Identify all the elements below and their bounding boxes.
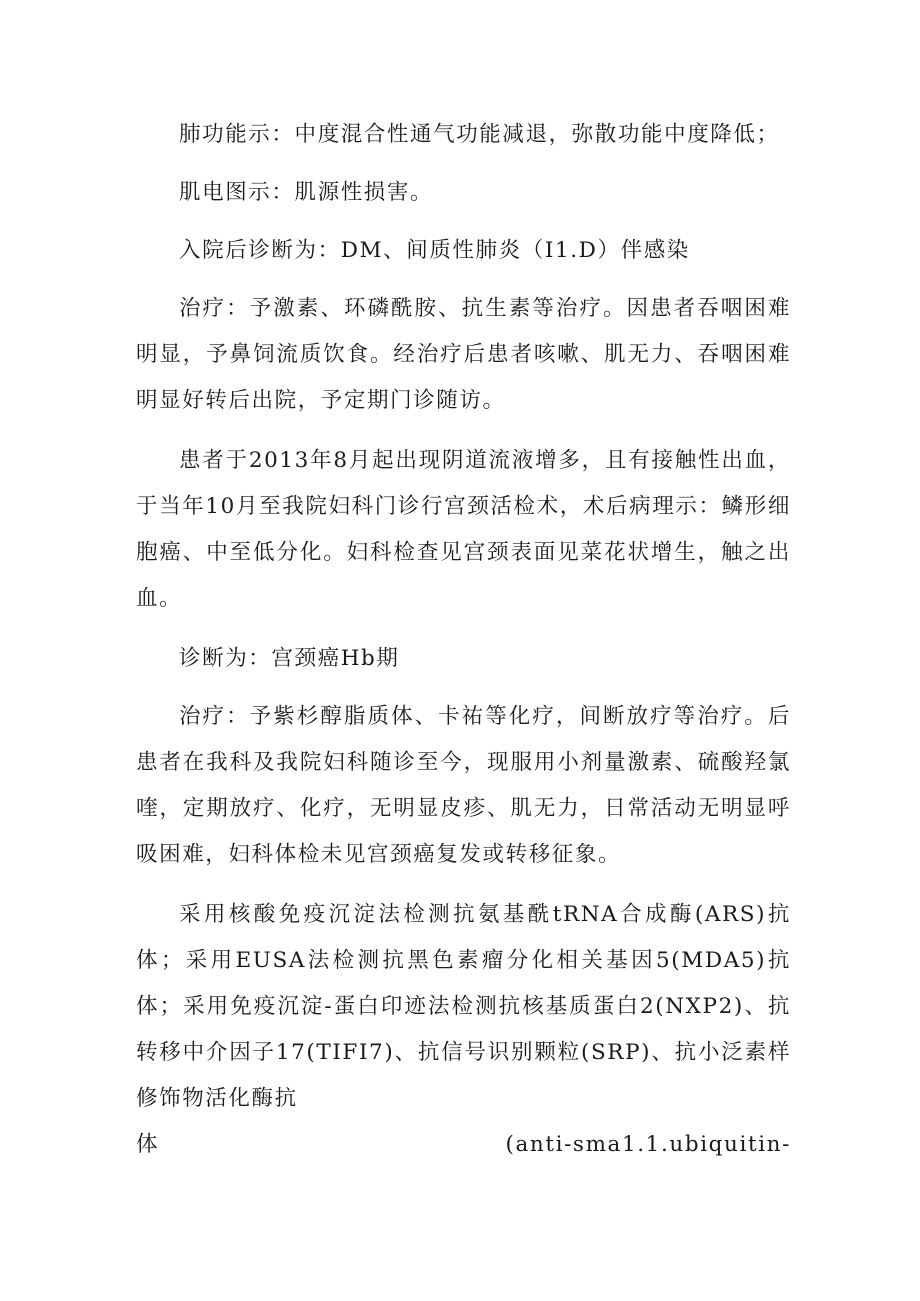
paragraph-admission-diagnosis: 入院后诊断为：DM、间质性肺炎（I1.D）伴感染 <box>179 238 690 263</box>
document-body <box>136 112 791 1168</box>
paragraph-antibody-methods: 采用核酸免疫沉淀法检测抗氨基酰tRNA合成酶(ARS)抗体；采用EUSA法检测抗黑色素瘤分化相关基因5(MDA5)抗体；采用免疫沉淀-蛋白印迹法检测抗核基质蛋白2(NXP2)、抗转移中介因子17(TIFI7)、抗信号识别颗粒(SRP)、抗小泛素样修饰物活化酶抗 <box>136 902 791 1111</box>
paragraph-treatment-1: 治疗：予激素、环磷酰胺、抗生素等治疗。因患者吞咽困难明显，予鼻饲流质饮食。经治疗后患者咳嗽、肌无力、吞咽困难明显好转后出院，予定期门诊随访。 <box>136 296 791 413</box>
paragraph-cervical-diagnosis: 诊断为：宫颈癌Hb期 <box>179 646 400 671</box>
paragraph-treatment-2: 治疗：予紫杉醇脂质体、卡祐等化疗，间断放疗等治疗。后患者在我科及我院妇科随诊至今，现服用小剂量激素、硫酸羟氯喹，定期放疗、化疗，无明显皮疹、肌无力，日常活动无明显呼吸困难，妇科体检未见宫颈癌复发或转移征象。 <box>136 704 791 867</box>
paragraph-cervical-history: 患者于2013年8月起出现阴道流液增多，且有接触性出血，于当年10月至我院妇科门诊行宫颈活检术，术后病理示：鳞形细胞癌、中至低分化。妇科检查见宫颈表面见菜花状增生，触之出血。 <box>136 448 791 611</box>
last-line-left: 体 <box>136 1132 160 1157</box>
paragraph-emg: 肌电图示：肌源性损害。 <box>179 180 434 205</box>
paragraph-lung-function: 肺功能示：中度混合性通气功能减退，弥散功能中度降低； <box>179 122 780 147</box>
last-line-right: (anti-sma1.1.ubiquitin- <box>505 1132 791 1157</box>
paragraph-antibody-last-line <box>136 1122 791 1168</box>
